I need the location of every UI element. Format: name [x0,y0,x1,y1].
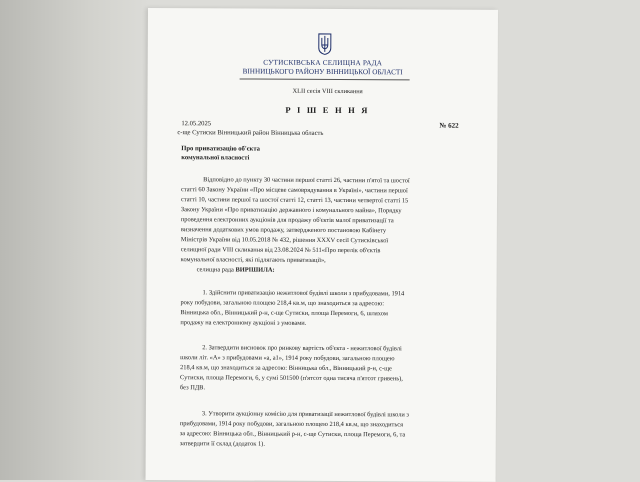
item-line: Сутиски, площа Перемоги, 6, у сумі 501500 (п'ятсот одна тисяча п'ятсот гривень), [180,374,403,383]
item-line: 1. Здійснити приватизацію нежитлової будівлі школи з прибудовами, 1914 [202,289,405,298]
trident-emblem-icon [318,33,332,55]
item-line: за адресою: Вінницька обл., Вінницький р-н, с-ще Сутиски, площа Перемоги, 6, та [179,430,406,439]
item-line: 3. Утворити аукціонну комісію для приватизації нежитлової будівлі школи з [201,410,409,419]
preamble-line: статті 10, частини першої та шостої статті 12, статті 13, частини четвертої статті 15 [180,196,409,205]
decision-date: 12.05.2025 [181,120,212,128]
item-line: року побудови, загальною площею 218,4 кв.м, що знаходиться за адресою: [180,299,385,308]
preamble-line: селищної ради VIII скликання від 23.08.2024 № 511«Про перелік об'єктів [180,246,381,255]
preamble-line: статті 60 Закону України «Про місцеве самоврядування в Україні», частини першої [181,186,408,195]
preamble-line: проведення електронних аукціонів для продажу об'єктів малої приватизації та [180,216,394,225]
item-line: школи літ. «А» з прибудовами «а, а1», 1914 року побудови, загальною площею [180,354,395,363]
resolution-word: ВИРІШИЛА: [235,266,275,274]
item-line: прибудовами, 1914 року побудови, загальною площею 218,4 кв.м, що знаходиться [179,420,404,429]
item-line: 218,4 кв.м, що знаходиться за адресою: Вінницька обл., Вінницький р-н, с-ще [180,364,392,373]
document-page [146,8,498,482]
subject-line: Про приватизацію об'єкта [181,145,260,153]
preamble-line: Закону України «Про приватизацію державного і комунального майна», Порядку [180,206,402,215]
resolution-prefix: селищна рада [196,266,236,274]
decision-number: № 622 [439,121,459,130]
session-label: XLII сесія VIII скликання [292,87,363,96]
item-line: Вінницька обл., Вінницький р-н, с-ще Сутиски, площа Перемоги, 6, шляхом [180,309,388,318]
background-shadow [0,0,150,480]
decision-place: с-ще Сутиски Вінницький район Вінницька область [177,129,324,137]
council-name: СУТИСКІВСЬКА СЕЛИЩНА РАДА [263,58,383,68]
header-divider [240,78,410,80]
preamble-line: Міністрів України від 10.05.2018 № 432, рішення XXXV сесії Сутисківської [180,236,389,245]
resolution-line [197,266,275,273]
council-district: ВІННИЦЬКОГО РАЙОНУ ВІННИЦЬКОЇ ОБЛАСТІ [242,67,403,77]
item-line: продажу на електронному аукціоні з умовами. [180,319,307,327]
item-line: 2. Затвердити висновок про ринкову вартість об'єкта - нежитлової будівлі [202,344,402,353]
item-line: затвердити її склад (додаток 1). [179,440,265,448]
document-title: Р І Ш Е Н Н Я [285,104,370,116]
preamble-line: Відповідно до пункту 30 частини першої статті 26, частини п'ятої та шостої [203,176,410,185]
preamble-line: комунальної власності, які підлягають приватизації», [180,256,326,264]
item-line: без ПДВ. [179,384,206,392]
preamble-line: визначення додаткових умов продажу, затвердженого постановою Кабінету [180,226,387,235]
subject-line: комунальної власності [181,154,250,162]
